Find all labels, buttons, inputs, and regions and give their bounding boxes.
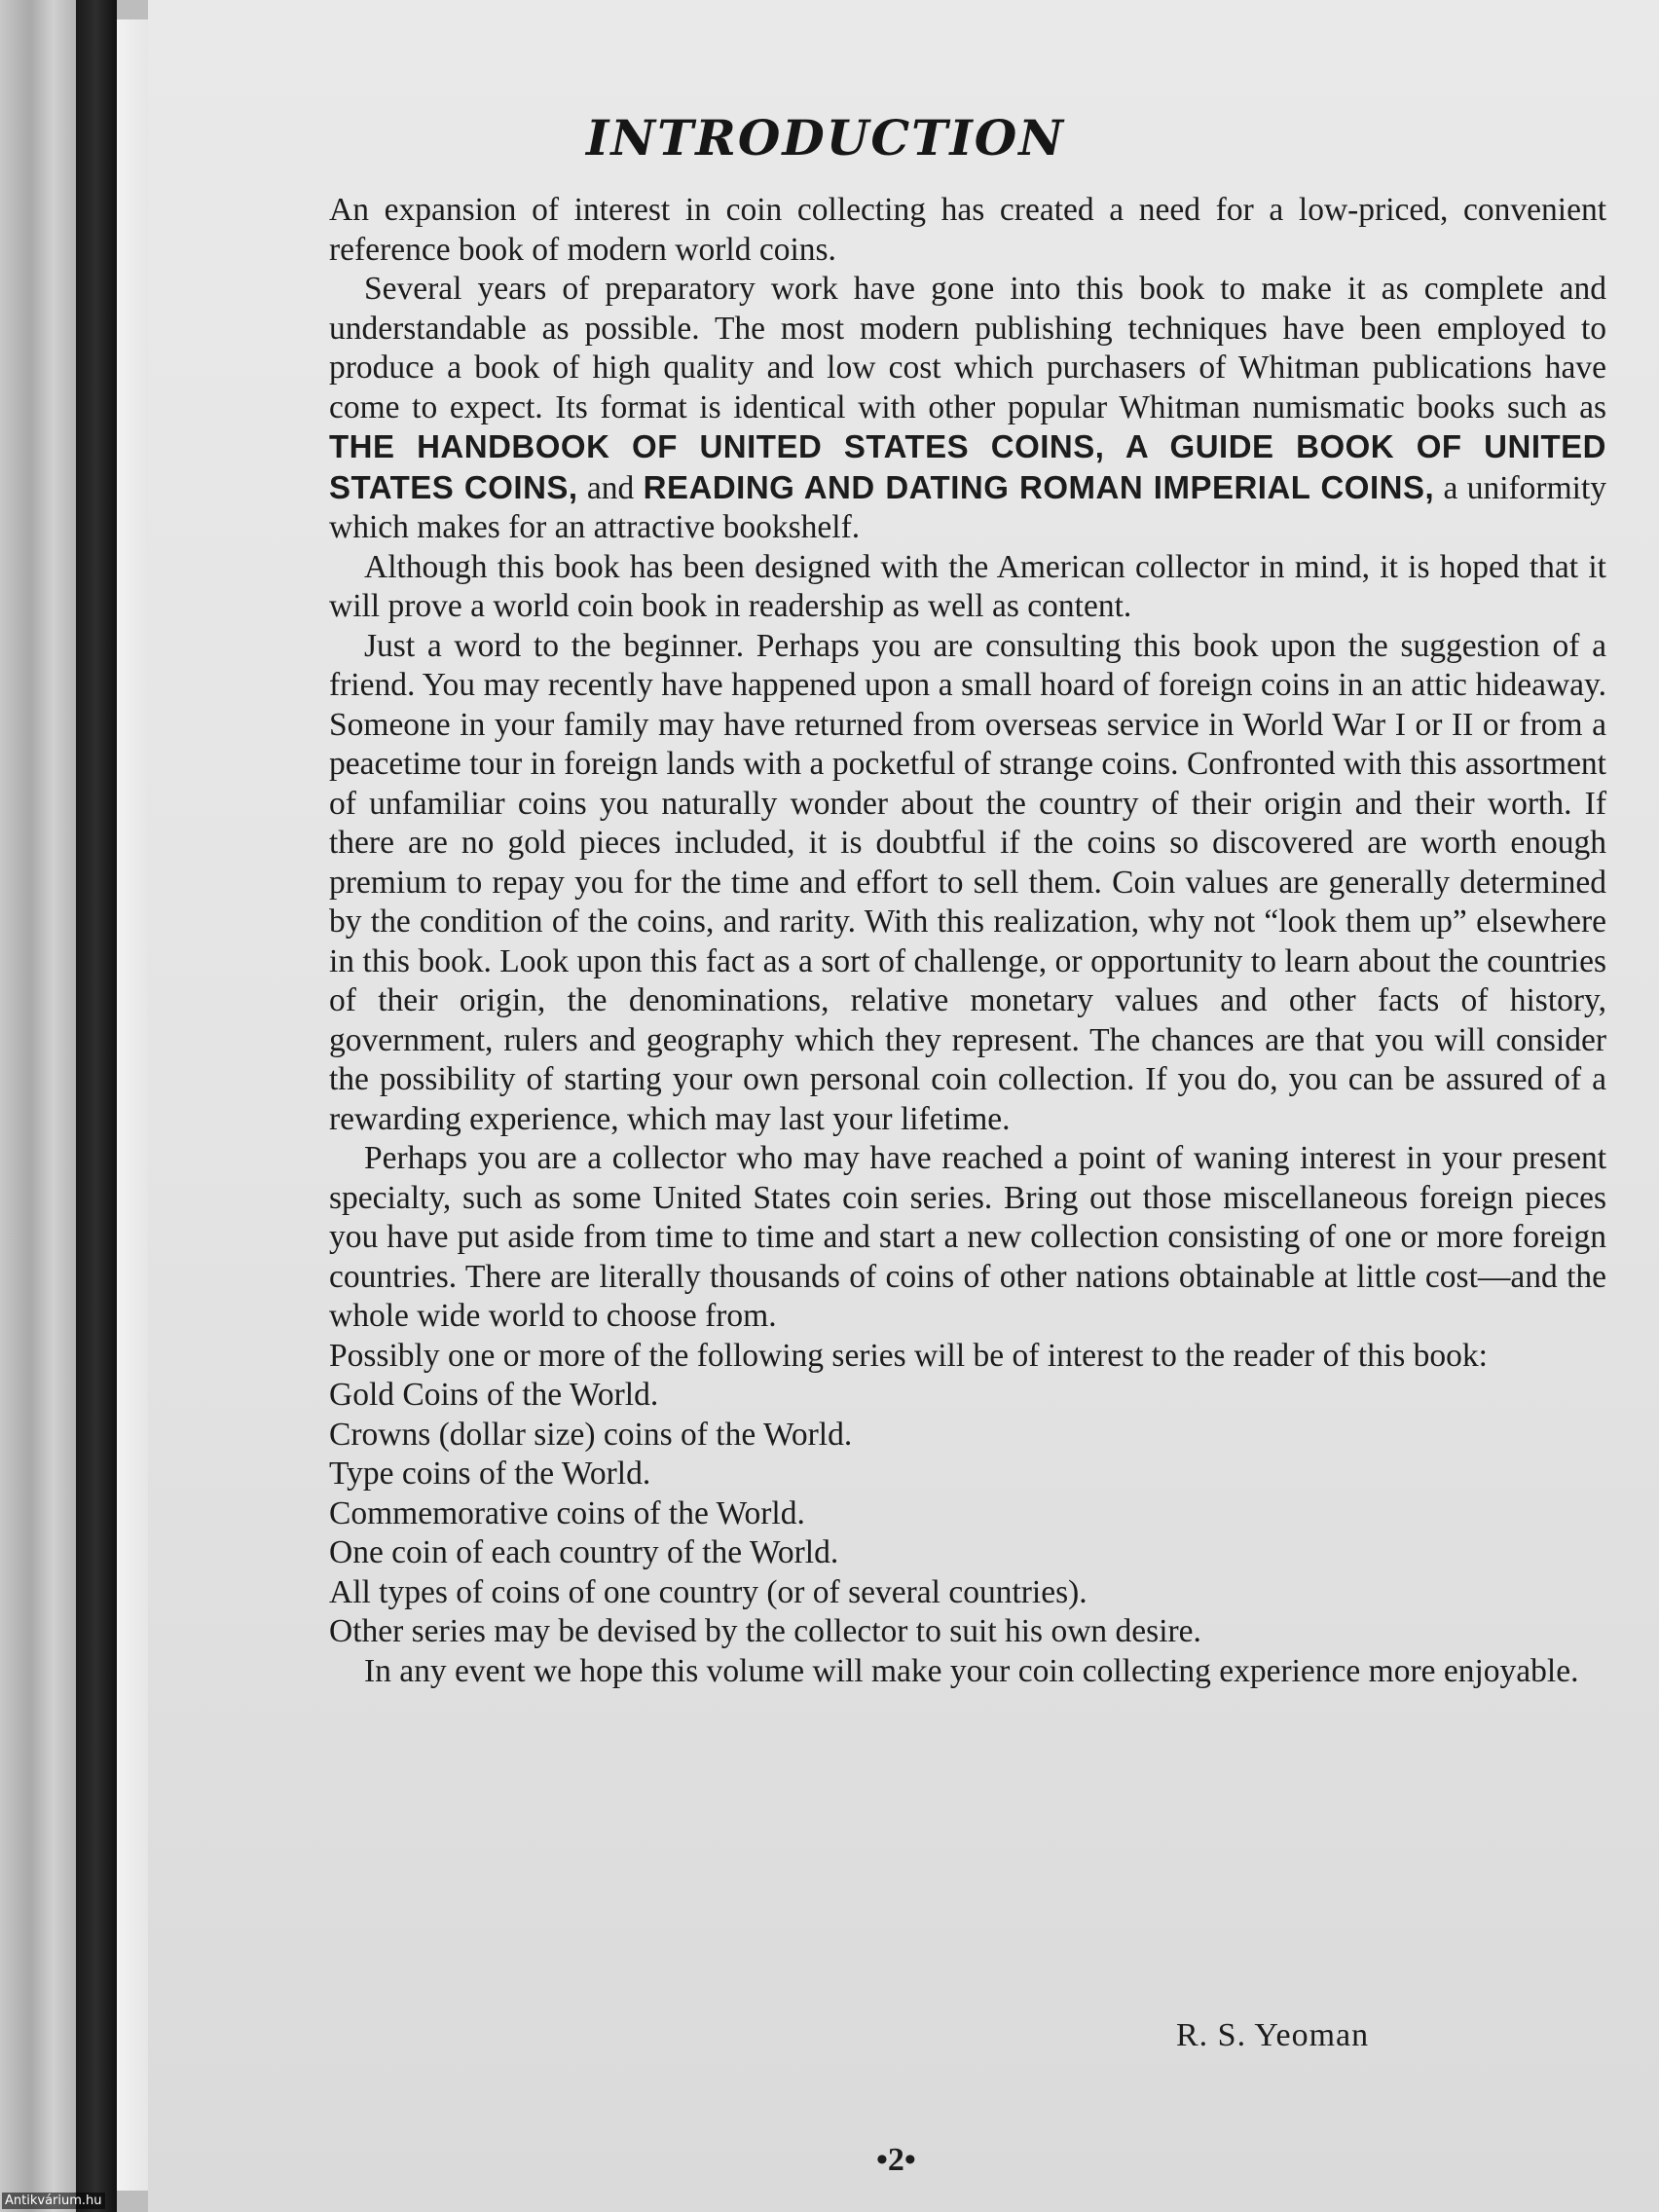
closing-paragraph: In any event we hope this volume will make your coin collecting experience more enjoyable. (364, 1652, 1579, 1689)
background-surface (0, 0, 76, 2212)
series-list-item: Crowns (dollar size) coins of the World. (329, 1416, 853, 1453)
series-list-item: All types of coins of one country (or of several countries). (329, 1573, 1088, 1610)
paragraph-2-text-before: Several years of preparatory work have gone into this book to make it as complete and understandable as possible. The most modern publishing techniques have been employed to produce a book of high quality and low cost which purchasers of Whitman publications have come to expect. Its format is identical with other popular Whitman numismatic books such as (329, 271, 1606, 425)
paragraph-3: Although this book has been designed with the American collector in mind, it is hoped that it will prove a world coin book in readership as well as content. (329, 548, 1606, 624)
paragraph-2-text-after: a uniformity which makes for an attractive bookshelf. (329, 469, 1606, 545)
paragraph-4: Just a word to the beginner. Perhaps you are consulting this book upon the suggestion of a friend. You may recently have happened upon a small hoard of foreign coins in an attic hideaway. Someone in your family may have returned from overseas service in World War I or II or from a peacetime tour in foreign lands with a pocketful of strange coins. Confronted with this assortment of unfamiliar coins you naturally wonder about the country of their origin and their worth. If there are no gold pieces included, it is doubtful if the coins so discovered are worth enough premium to repay you for the time and effort to sell them. Coin values are generally determined by the condition of the coins, and rarity. With this realization, why not “look them up” elsewhere in this book. Look upon this fact as a sort of challenge, or opportunity to learn about the countries of their origin, the denominations, relative monetary values and other facts of history, government, rulers and geography which they represent. The chances are that you will consider the possibility of starting your own personal coin collection. If you do, you can be assured of a rewarding experience, which may last your lifetime. (329, 627, 1606, 1137)
book-title-1: THE HANDBOOK OF UNITED STATES COINS, A GUIDE BOOK OF UNITED STATES COINS, (329, 428, 1606, 505)
series-list-item: One coin of each country of the World. (329, 1534, 839, 1570)
author-signature: R. S. Yeoman (1176, 2017, 1370, 2053)
series-list-item: Type coins of the World. (329, 1456, 651, 1492)
paragraph-5: Perhaps you are a collector who may have reached a point of waning interest in your present specialty, such as some United States coin series. Bring out those miscellaneous foreign pieces you have put aside from time to time and start a new collection consisting of one or more foreign countries. There are literally thousands of coins of other nations obtainable at little cost—and the whole wide world to choose from. (329, 1140, 1606, 1334)
page-title: INTRODUCTION (585, 109, 1066, 166)
book-title-2: READING AND DATING ROMAN IMPERIAL COINS, (643, 468, 1435, 505)
paragraph-6: Possibly one or more of the following series will be of interest to the reader of this book: (329, 1337, 1488, 1374)
watermark: Antikvárium.hu (2, 2193, 105, 2209)
paragraph-1: An expansion of interest in coin collecting has created a need for a low-priced, convenient reference book of modern world coins. (329, 192, 1606, 268)
page-edge (117, 19, 148, 2191)
page-number: •2• (876, 2142, 916, 2178)
book-binding (76, 0, 117, 2212)
paragraph-2 (329, 270, 1606, 548)
paragraph-2-mid: and (577, 469, 644, 506)
series-list-item: Gold Coins of the World. (329, 1377, 659, 1413)
series-list-item: Other series may be devised by the collector to suit his own desire. (329, 1613, 1201, 1649)
introduction-body (329, 191, 1606, 1691)
series-list-item: Commemorative coins of the World. (329, 1494, 805, 1531)
